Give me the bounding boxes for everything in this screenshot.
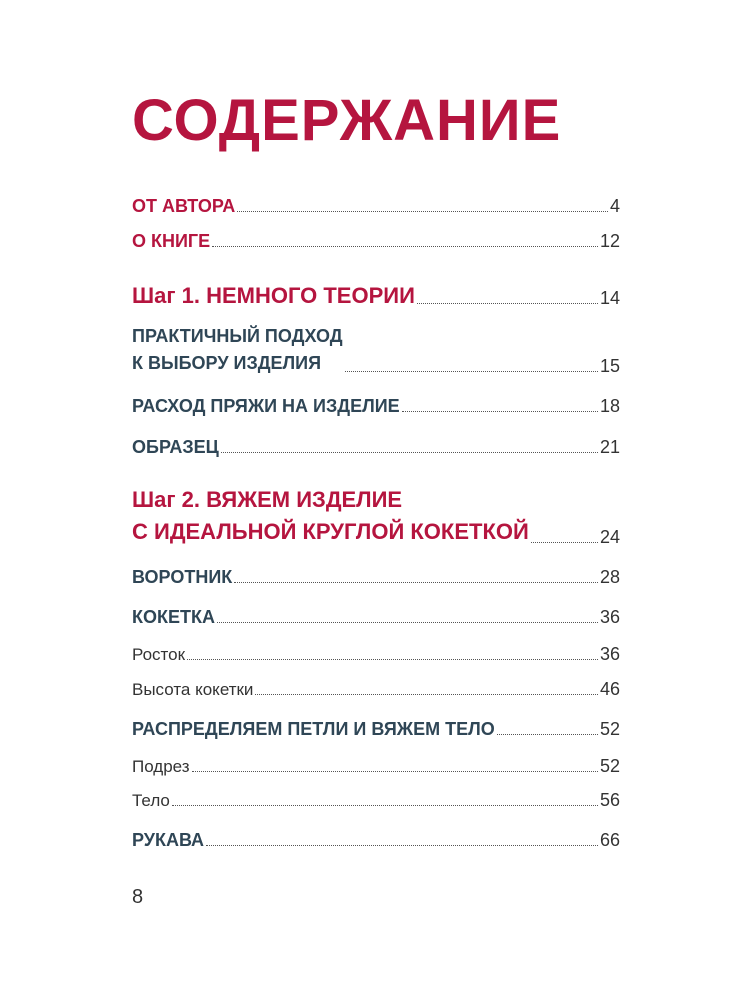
toc-entry-page: 66 — [599, 830, 620, 850]
dot-leader — [234, 582, 598, 583]
toc-entry-label: Росток — [132, 645, 186, 664]
dot-leader — [212, 246, 598, 247]
toc-entry-label: Шаг 1. НЕМНОГО ТЕОРИИ — [132, 283, 415, 308]
toc-entry-label: РУКАВА — [132, 830, 205, 850]
toc-entry-step-1[interactable] — [132, 283, 620, 309]
toc-entry-label: ОБРАЗЕЦ — [132, 437, 219, 457]
toc-entry-page: 46 — [599, 679, 620, 699]
toc-entry-sleeves[interactable] — [132, 830, 620, 851]
dot-leader — [221, 452, 598, 453]
dot-leader — [497, 734, 598, 735]
toc-entry-about-book[interactable] — [132, 231, 620, 252]
toc-entry-distribute-stitches[interactable] — [132, 719, 620, 740]
toc-entry-step-2[interactable] — [132, 484, 620, 548]
toc-entry-page: 52 — [599, 756, 620, 776]
toc-entry-label: О КНИГЕ — [132, 231, 211, 251]
toc-entry-page: 28 — [599, 567, 620, 587]
dot-leader — [192, 771, 598, 772]
toc-entry-label: Тело — [132, 791, 170, 810]
toc-entry-page: 4 — [609, 196, 620, 216]
toc-entry-page: 14 — [599, 288, 620, 308]
dot-leader — [345, 371, 598, 372]
toc-entry-page: 18 — [599, 396, 620, 416]
toc-entry-short-rows[interactable] — [132, 644, 620, 665]
toc-entry-page: 56 — [599, 790, 620, 810]
dot-leader — [402, 411, 598, 412]
toc-entry-label-line: К ВЫБОРУ ИЗДЕЛИЯ — [132, 353, 322, 373]
dot-leader — [172, 805, 598, 806]
dot-leader — [531, 542, 598, 543]
toc-entry-label: РАСХОД ПРЯЖИ НА ИЗДЕЛИЕ — [132, 396, 400, 416]
dot-leader — [255, 694, 598, 695]
dot-leader — [237, 211, 608, 212]
dot-leader — [206, 845, 598, 846]
toc-entry-body[interactable] — [132, 790, 620, 811]
toc-entry-label: РАСПРЕДЕЛЯЕМ ПЕТЛИ И ВЯЖЕМ ТЕЛО — [132, 719, 495, 739]
toc-entry-label: ОТ АВТОРА — [132, 196, 236, 216]
toc-entry-page: 24 — [599, 526, 620, 547]
toc-entry-page: 15 — [599, 356, 620, 376]
toc-entry-label: ВОРОТНИК — [132, 567, 233, 587]
toc-entry-label-line: Шаг 2. ВЯЖЕМ ИЗДЕЛИЕ — [132, 487, 403, 512]
toc-entry-label: Подрез — [132, 757, 190, 776]
toc-entry-collar[interactable] — [132, 567, 620, 588]
toc-entry-sample[interactable] — [132, 437, 620, 458]
toc-entry-page: 21 — [599, 437, 620, 457]
toc-entry-yarn-consumption[interactable] — [132, 396, 620, 417]
toc-entry-page: 36 — [599, 607, 620, 627]
toc-entry-label: КОКЕТКА — [132, 607, 215, 627]
toc-entry-label: Высота кокетки — [132, 680, 254, 699]
toc-entry-yoke[interactable] — [132, 607, 620, 628]
toc-entry-from-author[interactable] — [132, 196, 620, 217]
toc-entry-page: 12 — [599, 231, 620, 251]
toc-entry-label-line: ПРАКТИЧНЫЙ ПОДХОД — [132, 326, 343, 346]
dot-leader — [417, 303, 598, 304]
toc-entry-undercut[interactable] — [132, 756, 620, 777]
dot-leader — [187, 659, 598, 660]
page-title: СОДЕРЖАНИЕ — [132, 88, 562, 153]
page-number: 8 — [132, 886, 144, 908]
toc-entry-yoke-height[interactable] — [132, 679, 620, 700]
toc-entry-label — [132, 323, 343, 377]
toc-entry-practical-approach[interactable] — [132, 323, 620, 377]
toc-entry-label — [132, 484, 529, 548]
toc-entry-page: 52 — [599, 719, 620, 739]
toc-entry-label-line: С ИДЕАЛЬНОЙ КРУГЛОЙ КОКЕТКОЙ — [132, 518, 529, 544]
toc-entry-page: 36 — [599, 644, 620, 664]
dot-leader — [217, 622, 598, 623]
